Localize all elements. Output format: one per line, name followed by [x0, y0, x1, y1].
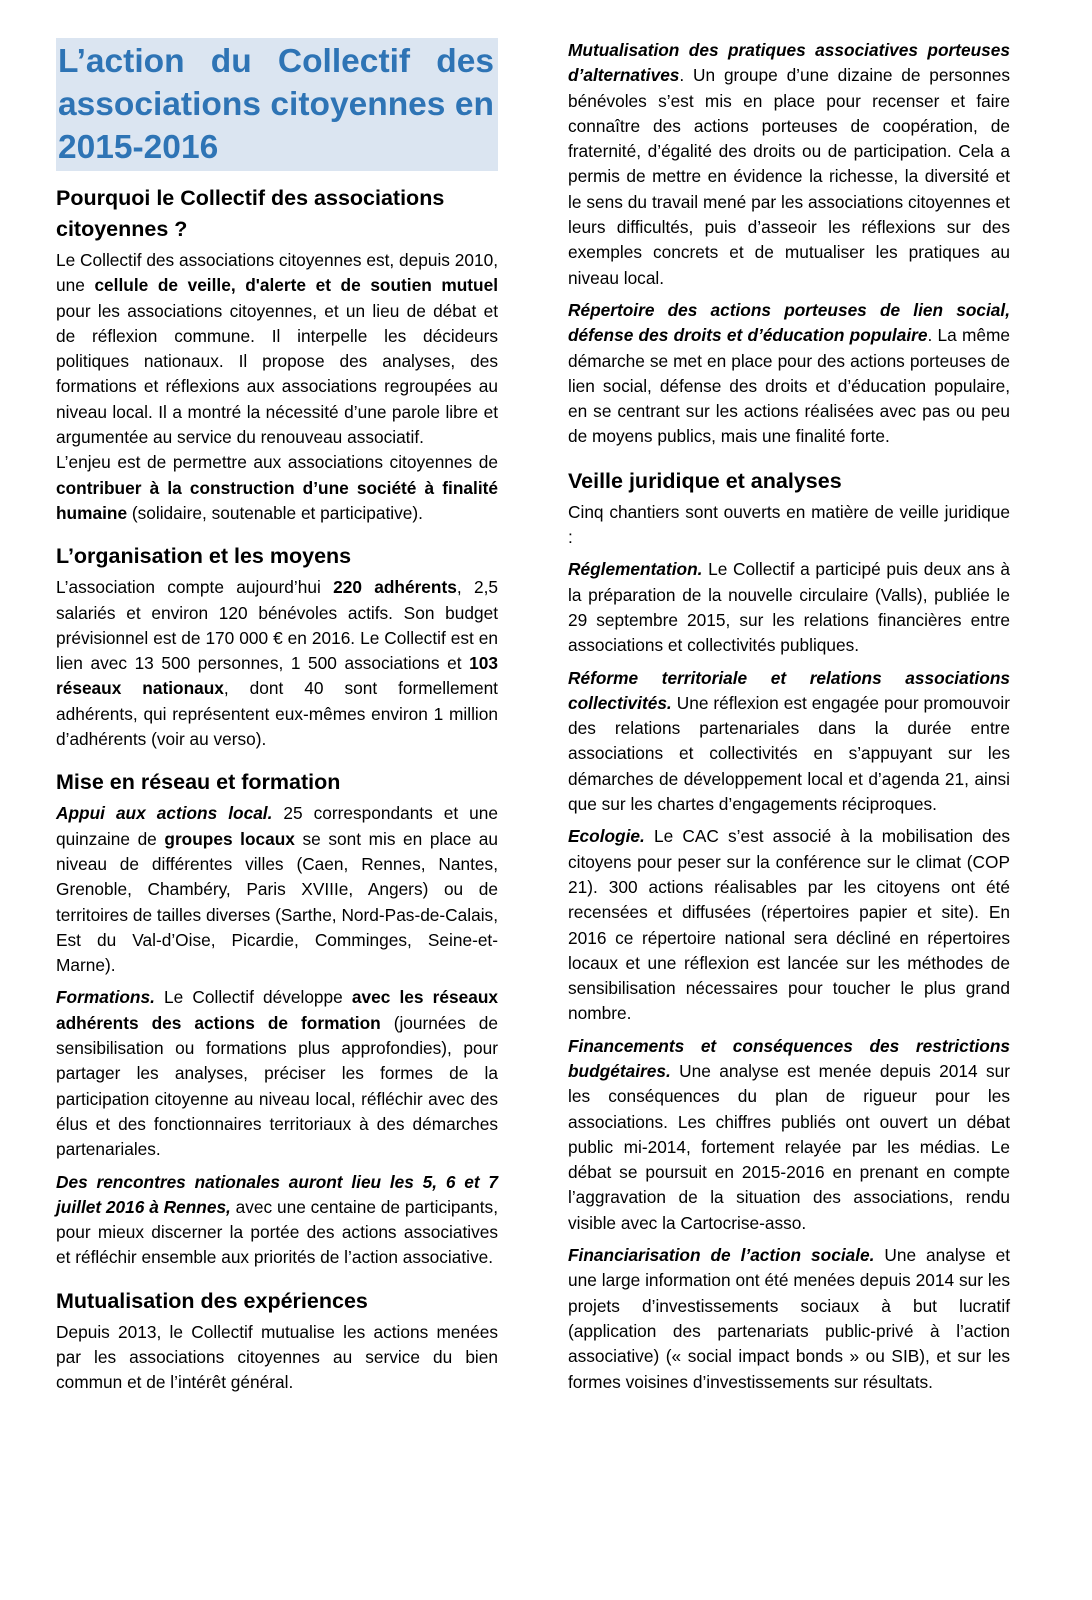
right-column — [568, 38, 1010, 1395]
section-heading-mutual: Mutualisation des expériences — [56, 1288, 368, 1313]
alternatives-paragraph: Mutualisation des pratiques associatives porteuses d’alternatives. Un groupe d’une dizaine de personnes bénévoles s’est mis en place pour recenser et faire connaître des actions porteuses de coopération, de fraternité, d’égalité des droits ou de participation. Cela a permis de mettre en évidence la richesse, la diversité et le sens du travail mené par les associations citoyennes et leurs difficultés, puis d’asseoir les réflexions sur des exemples concrets et de mutualiser les pratiques au niveau local. — [568, 40, 1010, 288]
network-paragraph-1: Appui aux actions local. 25 correspondants et une quinzaine de groupes locaux se sont mis en place au niveau de différentes villes (Caen, Rennes, Nantes, Grenoble, Chambéry, Paris XVIIIe, Angers) ou de territoires de tailles diverses (Sarthe, Nord-Pas-de-Calais, Est du Val-d’Oise, Picardie, Comminges, Seine-et-Marne). — [56, 803, 498, 976]
legal-item: Réforme territoriale et relations associations collectivités. Une réflexion est engagée pour promouvoir des relations partenariales dans la durée entre associations et collectivités en s’appuyant sur les démarches de développement local et d’agenda 21, ainsi que sur les chartes d’engagements réciproques. — [568, 667, 1010, 815]
legal-item: Financements et conséquences des restrictions budgétaires. Une analyse est menée depuis 2014 sur les conséquences du plan de rigueur pour les associations. Les chiffres publiés ont ouvert un débat public mi-2014, fortement relayée par les médias. Le débat se poursuit en 2015-2016 en prenant en compte l’aggravation de la situation des associations, rendu visible avec la Cartocrise-asso. — [568, 1035, 1010, 1233]
organisation-paragraph: L’association compte aujourd’hui 220 adhérents, 2,5 salariés et environ 120 bénévoles actifs. Son budget prévisionnel est de 170 000 € en 2016. Le Collectif est en lien avec 13 500 personnes, 1 500 associations et 103 réseaux nationaux, dont 40 sont formellement adhérents, qui représentent eux-mêmes environ 1 million d’adhérents (voir au verso). — [56, 577, 498, 750]
repertoire-paragraph: Répertoire des actions porteuses de lien social, défense des droits et d’éducation populaire. La même démarche se met en place pour des actions porteuses de lien social, défense des droits et d’éducation populaire, en se centrant sur les actions réalisées avec pas ou peu de moyens publics, mais une finalité forte. — [568, 299, 1011, 447]
legal-item: Réglementation. Le Collectif a participé puis deux ans à la préparation de la nouvelle circulaire (Valls), publiée le 29 septembre 2015, sur les relations financières entre associations et collectivités publiques. — [568, 559, 1010, 656]
why-paragraph-2: L’enjeu est de permettre aux associations citoyennes de contribuer à la construction d’une société à finalité humaine (solidaire, soutenable et participative). — [56, 452, 498, 523]
section-heading-network: Mise en réseau et formation — [56, 770, 341, 795]
network-paragraph-3: Des rencontres nationales auront lieu les 5, 6 et 7 juillet 2016 à Rennes, avec une centaine de participants, pour mieux discerner la portée des actions associatives et réfléchir ensemble aux priorités de l’action associative. — [56, 1171, 499, 1268]
title-box — [56, 38, 498, 171]
section-heading-organisation: L’organisation et les moyens — [56, 544, 352, 569]
left-column — [56, 38, 498, 1396]
network-paragraph-2: Formations. Le Collectif développe avec les réseaux adhérents des actions de formation (journées de sensibilisation ou formations plus approfondies), pour partager les analyses, préciser les formes de la participation citoyenne au niveau local, réfléchir avec des élus et des fonctionnaires territoriaux à des démarches partenariales. — [56, 987, 499, 1160]
why-paragraph-1: Le Collectif des associations citoyennes est, depuis 2010, une cellule de veille, d'alerte et de soutien mutuel pour les associations citoyennes, et un lieu de débat et de réflexion commune. Il interpelle les décideurs politiques nationaux. Il propose des analyses, des formations et réflexions aux associations regroupées au niveau local. Il a montré la nécessité d’une parole libre et argumentée au service du renouveau associatif. — [56, 250, 498, 448]
mutual-paragraph: Depuis 2013, le Collectif mutualise les actions menées par les associations citoyennes au service du bien commun et de l’intérêt général. — [56, 1321, 498, 1393]
legal-item: Ecologie. Le CAC s’est associé à la mobilisation des citoyens pour peser sur la conférence sur le climat (COP 21). 300 actions réalisables par les citoyens ont été recensées et diffusées (répertoires papier et site). En 2016 ce répertoire national sera décliné en répertoires locaux et une réflexion est lancée sur les méthodes de sensibilisation nécessaires pour toucher le plus grand nombre. — [568, 826, 1010, 1024]
section-heading-why: Pourquoi le Collectif des associations citoyennes ? — [56, 186, 445, 241]
legal-item: Financiarisation de l’action sociale. Une analyse et une large information ont été menées depuis 2014 sur les projets d’investissements sociaux à but lucratif (application des partenariats public-privé à l’action associative) (« social impact bonds » ou SIB), et sur les formes voisines d’investissements sur résultats. — [568, 1245, 1010, 1392]
section-heading-legal: Veille juridique et analyses — [568, 468, 842, 493]
page-title: L’action du Collectif des associations citoyennes en 2015-2016 — [58, 43, 494, 166]
legal-intro: Cinq chantiers sont ouverts en matière de veille juridique : — [568, 501, 1010, 548]
